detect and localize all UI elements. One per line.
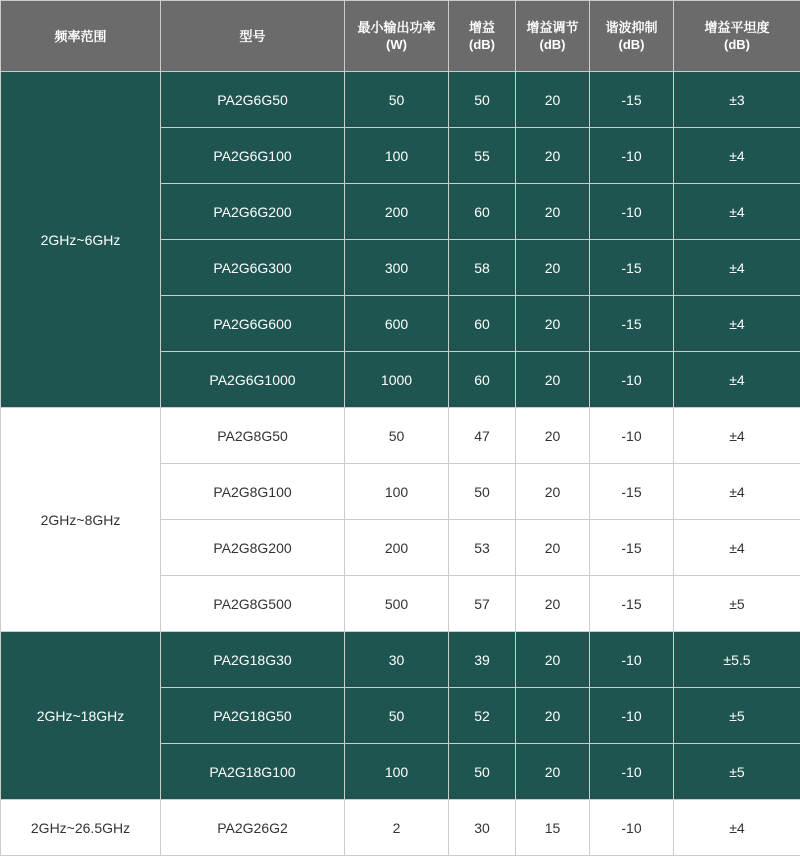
model-cell: PA2G26G2 (161, 800, 345, 856)
gain-adjust-cell: 20 (516, 576, 590, 632)
flatness-cell: ±4 (674, 800, 800, 856)
flatness-cell: ±4 (674, 128, 800, 184)
header-unit: (dB) (539, 37, 566, 52)
power-cell: 50 (345, 408, 449, 464)
flatness-cell: ±4 (674, 408, 800, 464)
header-unit: (dB) (618, 37, 645, 52)
table-row (1, 800, 800, 856)
header-label: 型号 (239, 28, 266, 44)
gain-adjust-cell: 20 (516, 520, 590, 576)
power-cell: 2 (345, 800, 449, 856)
power-cell: 100 (345, 464, 449, 520)
harmonic-cell: -10 (590, 688, 674, 744)
header-gain-flatness (674, 1, 800, 72)
model-cell: PA2G18G100 (161, 744, 345, 800)
gain-adjust-cell: 20 (516, 128, 590, 184)
gain-adjust-cell: 20 (516, 296, 590, 352)
flatness-cell: ±4 (674, 464, 800, 520)
power-cell: 100 (345, 128, 449, 184)
gain-cell: 58 (449, 240, 516, 296)
harmonic-cell: -10 (590, 128, 674, 184)
frequency-range-cell: 2GHz~8GHz (1, 408, 161, 632)
gain-adjust-cell: 20 (516, 464, 590, 520)
gain-cell: 50 (449, 464, 516, 520)
flatness-cell: ±3 (674, 72, 800, 128)
model-cell: PA2G6G100 (161, 128, 345, 184)
gain-adjust-cell: 15 (516, 800, 590, 856)
header-label: 频率范围 (54, 28, 107, 44)
harmonic-cell: -10 (590, 352, 674, 408)
gain-adjust-cell: 20 (516, 408, 590, 464)
harmonic-cell: -10 (590, 184, 674, 240)
flatness-cell: ±4 (674, 296, 800, 352)
gain-cell: 60 (449, 296, 516, 352)
gain-cell: 60 (449, 352, 516, 408)
gain-cell: 39 (449, 632, 516, 688)
flatness-cell: ±4 (674, 352, 800, 408)
power-cell: 50 (345, 72, 449, 128)
harmonic-cell: -15 (590, 464, 674, 520)
header-label: 谐波抑制 (605, 20, 658, 35)
flatness-cell: ±5.5 (674, 632, 800, 688)
model-cell: PA2G6G50 (161, 72, 345, 128)
power-cell: 500 (345, 576, 449, 632)
harmonic-cell: -15 (590, 520, 674, 576)
header-gain-adjust (516, 1, 590, 72)
header-label: 增益调节 (526, 20, 579, 35)
model-cell: PA2G6G1000 (161, 352, 345, 408)
header-unit: (dB) (469, 37, 495, 52)
model-cell: PA2G8G500 (161, 576, 345, 632)
harmonic-cell: -15 (590, 576, 674, 632)
gain-cell: 60 (449, 184, 516, 240)
header-min-output-power (345, 1, 449, 72)
header-label: 增益平坦度 (704, 20, 770, 35)
gain-cell: 52 (449, 688, 516, 744)
gain-adjust-cell: 20 (516, 72, 590, 128)
header-harmonic-suppression (590, 1, 674, 72)
header-unit: (dB) (724, 37, 750, 52)
harmonic-cell: -10 (590, 632, 674, 688)
flatness-cell: ±5 (674, 576, 800, 632)
table-body (1, 72, 800, 856)
gain-cell: 55 (449, 128, 516, 184)
flatness-cell: ±5 (674, 688, 800, 744)
harmonic-cell: -15 (590, 296, 674, 352)
power-cell: 1000 (345, 352, 449, 408)
header-model (161, 1, 345, 72)
flatness-cell: ±4 (674, 184, 800, 240)
gain-cell: 53 (449, 520, 516, 576)
header-label: 最小输出功率 (357, 20, 436, 35)
flatness-cell: ±5 (674, 744, 800, 800)
header-range (1, 1, 161, 72)
harmonic-cell: -15 (590, 72, 674, 128)
header-label: 增益 (468, 20, 495, 35)
table-row (1, 72, 800, 128)
table-row (1, 408, 800, 464)
gain-cell: 47 (449, 408, 516, 464)
model-cell: PA2G8G200 (161, 520, 345, 576)
model-cell: PA2G6G200 (161, 184, 345, 240)
gain-adjust-cell: 20 (516, 352, 590, 408)
model-cell: PA2G8G50 (161, 408, 345, 464)
power-cell: 600 (345, 296, 449, 352)
model-cell: PA2G18G30 (161, 632, 345, 688)
power-cell: 100 (345, 744, 449, 800)
frequency-range-cell: 2GHz~26.5GHz (1, 800, 161, 856)
gain-adjust-cell: 20 (516, 744, 590, 800)
model-cell: PA2G6G300 (161, 240, 345, 296)
power-cell: 200 (345, 184, 449, 240)
frequency-range-cell: 2GHz~6GHz (1, 72, 161, 408)
harmonic-cell: -10 (590, 408, 674, 464)
frequency-range-cell: 2GHz~18GHz (1, 632, 161, 800)
header-unit: (W) (386, 37, 407, 52)
model-cell: PA2G18G50 (161, 688, 345, 744)
gain-cell: 50 (449, 744, 516, 800)
harmonic-cell: -10 (590, 800, 674, 856)
gain-cell: 30 (449, 800, 516, 856)
table-row (1, 632, 800, 688)
gain-adjust-cell: 20 (516, 184, 590, 240)
power-cell: 300 (345, 240, 449, 296)
gain-adjust-cell: 20 (516, 240, 590, 296)
power-cell: 50 (345, 688, 449, 744)
power-cell: 30 (345, 632, 449, 688)
gain-adjust-cell: 20 (516, 688, 590, 744)
gain-adjust-cell: 20 (516, 632, 590, 688)
model-cell: PA2G6G600 (161, 296, 345, 352)
header-gain (449, 1, 516, 72)
harmonic-cell: -10 (590, 744, 674, 800)
flatness-cell: ±4 (674, 240, 800, 296)
power-cell: 200 (345, 520, 449, 576)
model-cell: PA2G8G100 (161, 464, 345, 520)
gain-cell: 57 (449, 576, 516, 632)
header-row (1, 1, 800, 72)
gain-cell: 50 (449, 72, 516, 128)
flatness-cell: ±4 (674, 520, 800, 576)
harmonic-cell: -15 (590, 240, 674, 296)
